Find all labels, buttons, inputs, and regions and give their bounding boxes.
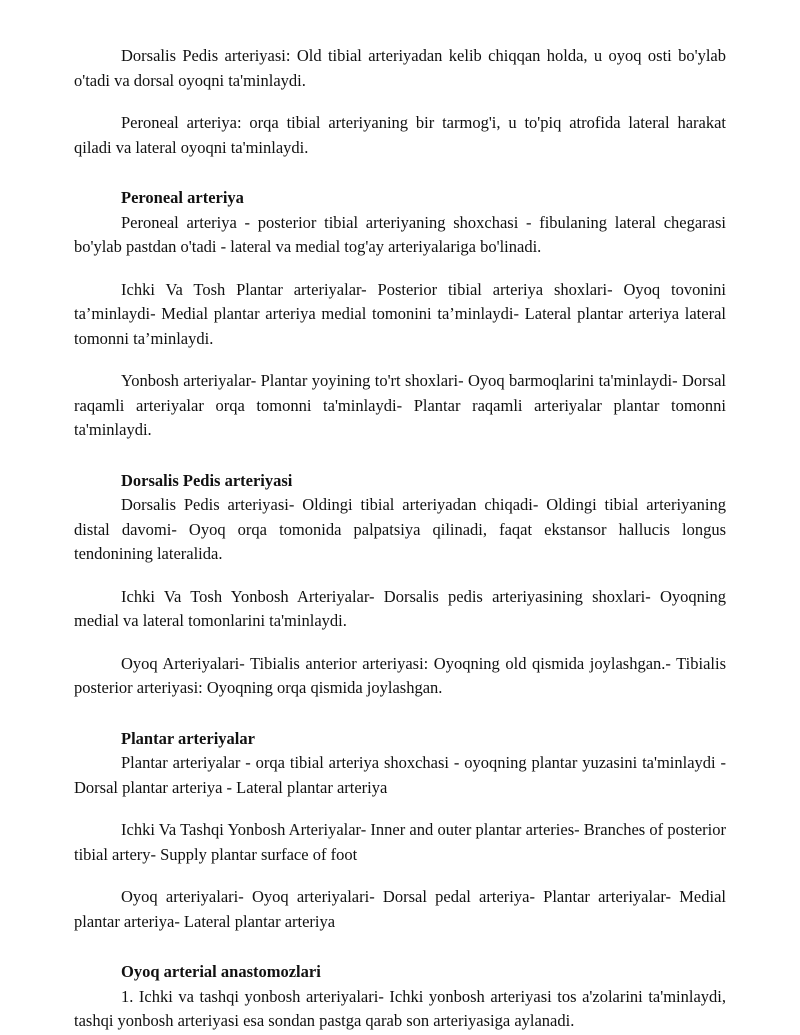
heading-plantar-arteriyalar: Plantar arteriyalar (121, 728, 255, 748)
paragraph-yonbosh-arteriyalar: Yonbosh arteriyalar- Plantar yoyining to'rt shoxlari- Oyoq barmoqlarini ta'minlaydi- Dorsal raqamli arteriyalar orqa tomonni ta'minlaydi- Plantar raqamli arteriyalar plantar tomonni ta'minlaydi. (74, 371, 726, 439)
paragraph-peroneal-intro: Peroneal arteriya: orqa tibial arteriyaning bir tarmog'i, u to'piq atrofida lateral harakat qiladi va lateral oyoqni ta'minlaydi. (74, 113, 726, 157)
paragraph-dorsalis-pedis-details: Dorsalis Pedis arteriyasi- Oldingi tibial arteriyadan chiqadi- Oldingi tibial arteriyaning distal davomi- Oyoq orqa tomonida palpatsiya qilinadi, faqat ekstansor hallucis longus tendonining lateralida. (74, 495, 726, 563)
heading-dorsalis-pedis: Dorsalis Pedis arteriyasi (121, 470, 293, 490)
heading-arterial-anastomoz: Oyoq arterial anastomozlari (121, 962, 321, 981)
paragraph-dorsalis-pedis-intro: Dorsalis Pedis arteriyasi: Old tibial arteriyadan kelib chiqqan holda, u oyoq osti bo'ylab o'tadi va dorsal oyoqni ta'minlaydi. (74, 46, 726, 90)
paragraph-inner-outer-plantar: Ichki Va Tashqi Yonbosh Arteriyalar- Inner and outer plantar arteries- Branches of posterior tibial artery- Supply plantar surface of foot (74, 820, 726, 864)
paragraph-peroneal-details: Peroneal arteriya - posterior tibial arteriyaning shoxchasi - fibulaning lateral chegarasi bo'ylab pastdan o'tadi - lateral va medial tog'ay arteriyalariga bo'linadi. (74, 212, 726, 256)
document-page (74, 44, 726, 1034)
heading-peroneal-arteriya: Peroneal arteriya (121, 188, 244, 207)
paragraph-oyoq-arteriyalari-list: Oyoq arteriyalari- Oyoq arteriyalari- Dorsal pedal arteriya- Plantar arteriyalar- Medial plantar arteriya- Lateral plantar arteriya (74, 887, 726, 931)
paragraph-anastomoz-item-1: 1. Ichki va tashqi yonbosh arteriyalari- Ichki yonbosh arteriyasi tos a'zolarini ta'minlaydi, tashqi yonbosh arteriyasi esa sondan pastga qarab son arteriyasiga aylanadi. (74, 986, 726, 1030)
paragraph-dorsalis-branches: Ichki Va Tosh Yonbosh Arteriyalar- Dorsalis pedis arteriyasining shoxlari- Oyoqning medial va lateral tomonlarini ta'minlaydi. (74, 586, 726, 630)
paragraph-plantar-branches: Ichki Va Tosh Plantar arteriyalar- Posterior tibial arteriya shoxlari- Oyoq tovonini ta’minlaydi- Medial plantar arteriya medial tomonini ta’minlaydi- Lateral plantar arteriya lateral tomonni ta’minlaydi. (74, 279, 726, 348)
paragraph-plantar-details: Plantar arteriyalar - orqa tibial arteriya shoxchasi - oyoqning plantar yuzasini ta'minlaydi - Dorsal plantar arteriya - Lateral plantar arteriya (74, 753, 726, 797)
paragraph-oyoq-arteriyalari-tibialis: Oyoq Arteriyalari- Tibialis anterior arteriyasi: Oyoqning old qismida joylashgan.- Tibialis posterior arteriyasi: Oyoqning orqa qismida joylashgan. (74, 653, 726, 697)
